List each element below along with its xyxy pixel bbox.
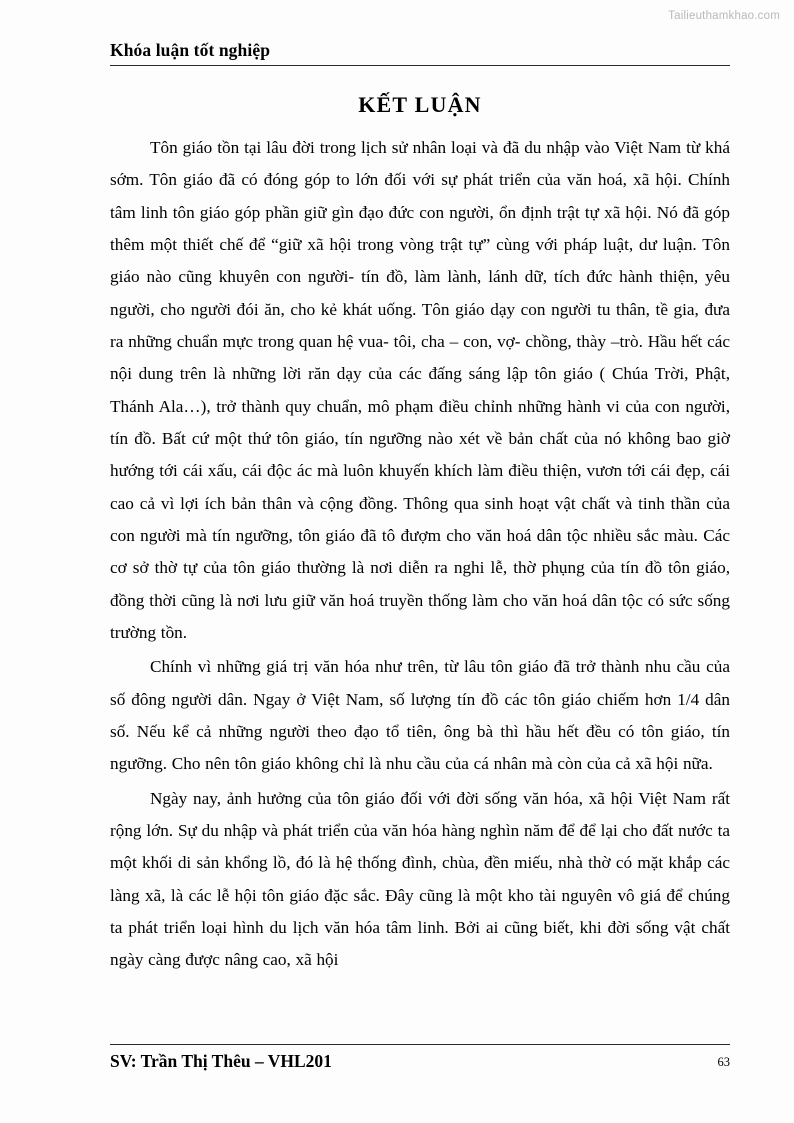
footer-divider [110, 1044, 730, 1045]
footer-author: SV: Trần Thị Thêu – VHL201 [110, 1051, 332, 1071]
page-footer [110, 1044, 730, 1072]
watermark-text: Tailieuthamkhao.com [668, 10, 780, 22]
page-content [110, 40, 730, 977]
body-paragraph: Tôn giáo tồn tại lâu đời trong lịch sử nhân loại và đã du nhập vào Việt Nam từ khá sớm. Tôn giáo đã có đóng góp to lớn đối với sự phát triển của văn hoá, xã hội. Chính tâm linh tôn giáo góp phần giữ gìn đạo đức con người, ổn định trật tự xã hội. Nó đã góp thêm một thiết chế để “giữ xã hội trong vòng trật tự” cùng với pháp luật, dư luận. Tôn giáo nào cũng khuyên con người- tín đồ, làm lành, lánh dữ, tích đức hành thiện, yêu người, cho người đói ăn, cho kẻ khát uống. Tôn giáo dạy con người tu thân, tề gia, đưa ra những chuẩn mực trong quan hệ vua- tôi, cha – con, vợ- chồng, thày –trò. Hầu hết các nội dung trên là những lời răn dạy của các đấng sáng lập tôn giáo ( Chúa Trời, Phật, Thánh Ala…), trở thành quy chuẩn, mô phạm điều chỉnh những hành vi của con người, tín đồ. Bất cứ một thứ tôn giáo, tín ngưỡng nào xét về bản chất của nó không bao giờ hướng tới cái xấu, cái độc ác mà luôn khuyến khích làm điều thiện, vươn tới cái đẹp, cái cao cả vì lợi ích bản thân và cộng đồng. Thông qua sinh hoạt vật chất và tinh thần của con người mà tín ngưỡng, tôn giáo đã tô đượm cho văn hoá dân tộc nhiều sắc màu. Các cơ sở thờ tự của tôn giáo thường là nơi diễn ra nghi lễ, thờ phụng của tín đồ tôn giáo, đồng thời cũng là nơi lưu giữ văn hoá truyền thống làm cho văn hoá dân tộc có sức sống trường tồn. [110, 138, 730, 642]
body-paragraph: Ngày nay, ảnh hưởng của tôn giáo đối với đời sống văn hóa, xã hội Việt Nam rất rộng lớn. Sự du nhập và phát triển của văn hóa hàng nghìn năm để để lại cho đất nước ta một khối di sản khổng lồ, đó là hệ thống đình, chùa, đền miếu, nhà thờ có mặt khắp các làng xã, là các lễ hội tôn giáo đặc sắc. Đây cũng là một kho tài nguyên vô giá để chúng ta phát triển loại hình du lịch văn hóa tâm linh. Bởi ai cũng biết, khi đời sống vật chất ngày càng được nâng cao, xã hội [110, 788, 730, 970]
footer-row [110, 1051, 730, 1072]
running-header-title: Khóa luận tốt nghiệp [110, 40, 271, 60]
page-title: KẾT LUẬN [358, 92, 482, 117]
page-number: 63 [717, 1055, 730, 1069]
body-paragraph: Chính vì những giá trị văn hóa như trên, từ lâu tôn giáo đã trở thành nhu cầu của số đông người dân. Ngay ở Việt Nam, số lượng tín đồ các tôn giáo chiếm hơn 1/4 dân số. Nếu kể cả những người theo đạo tổ tiên, ông bà thì hầu hết đều có tôn giáo, tín ngưỡng. Cho nên tôn giáo không chỉ là nhu cầu của cá nhân mà còn của cả xã hội nữa. [110, 657, 730, 774]
header-divider [110, 65, 730, 66]
